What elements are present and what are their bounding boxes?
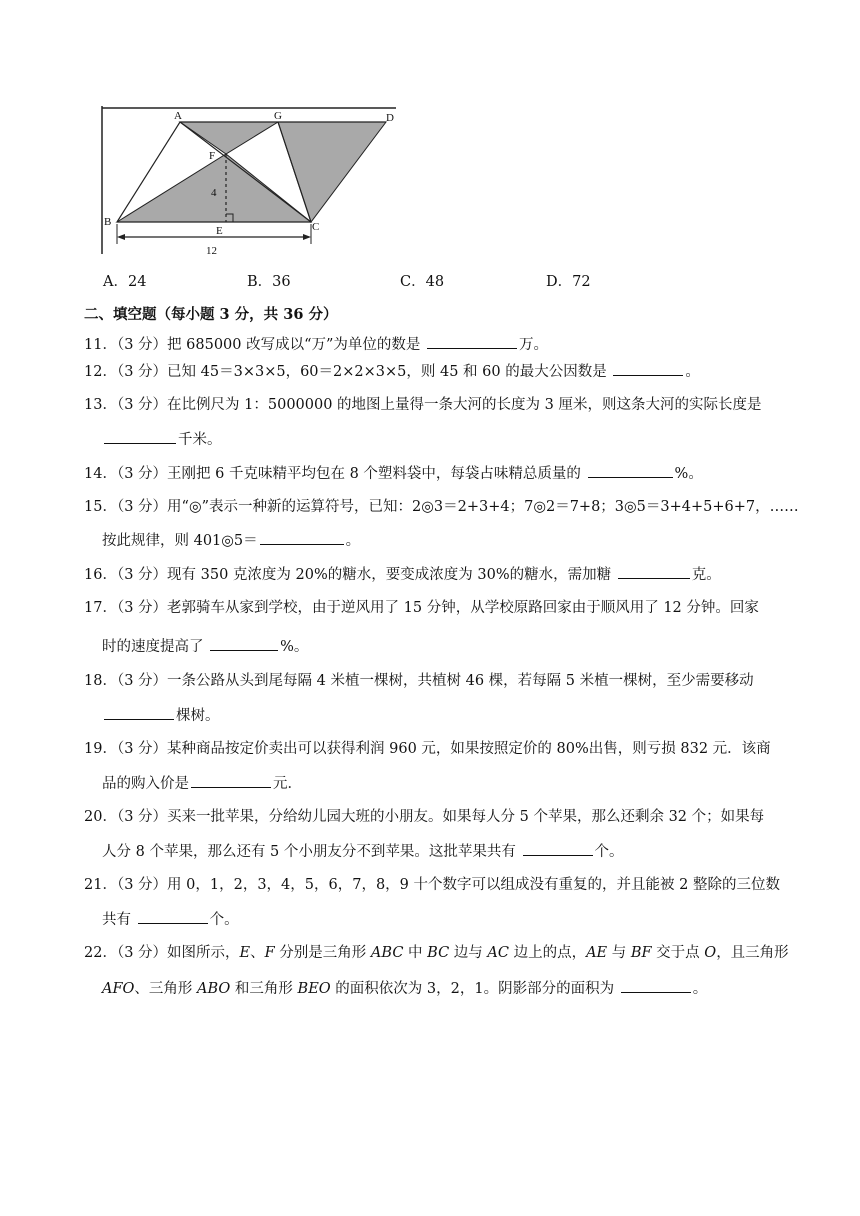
question-number: 19． [84,741,117,757]
math-variable: ABC [370,945,404,961]
shaded-triangle-top [180,122,278,154]
question-text: （3 分）某种商品按定价卖出可以获得利润 960 元，如果按照定价的 80%出售，则亏损 832 元．该商 [116,741,771,757]
label-G: G [274,110,282,122]
question-text: %。 [280,639,309,655]
answer-blank[interactable] [138,909,208,924]
question-text: （3 分）在比例尺为 1：5000000 的地图上量得一条大河的长度为 3 厘米，则这条大河的实际长度是 [116,397,762,413]
question-18-continuation [102,705,220,726]
answer-blank[interactable] [427,334,517,349]
question-number: 15． [84,499,117,515]
question-number: 22． [84,945,117,961]
arrow-right-icon [303,234,311,240]
question-text: 时的速度提高了 [102,639,209,655]
answer-blank[interactable] [104,705,174,720]
question-15 [84,497,799,517]
answer-blank[interactable] [210,636,278,651]
question-text: 品的购入价是 [102,776,189,792]
math-variable: AE [586,945,608,961]
question-22-continuation [102,978,707,999]
question-text: 个。 [209,912,239,928]
question-text: 边与 [449,945,488,961]
question-19-continuation [102,773,302,794]
math-variable: BC [427,945,450,961]
label-D: D [386,112,394,124]
question-13-continuation [102,429,222,450]
question-number: 21． [84,877,117,893]
question-text: （3 分）如图所示， [116,945,240,961]
question-text: 分别是三角形 [274,945,371,961]
answer-blank[interactable] [618,564,690,579]
question-text: （3 分）买来一批苹果，分给幼儿园大班的小朋友。如果每人分 5 个苹果，那么还剩余 32 个；如果每 [116,809,765,825]
math-variable: BEO [297,981,331,997]
question-18 [84,671,754,691]
math-variable: F [264,945,275,961]
question-text: 克。 [691,567,721,583]
question-text: （3 分）把 685000 改写成以“万”为单位的数是 [116,337,426,353]
question-text: （3 分）用“◎”表示一种新的运算符号，已知：2◎3＝2+3+4；7◎2＝7+8；3◎5＝3+4+5+6+7，…… [116,499,799,515]
question-text: 按此规律，则 401◎5＝ [102,533,258,549]
question-number: 12． [84,364,117,380]
question-number: 13． [84,397,117,413]
question-text: 千米。 [178,432,222,448]
question-number: 17． [84,600,117,616]
label-width: 12 [206,245,217,257]
question-text: 的面积依次为 3，2，1。阴影部分的面积为 [330,981,619,997]
question-17 [84,598,759,618]
question-14 [84,463,703,484]
question-text: 边上的点， [508,945,587,961]
option-d: D．72 [546,274,591,290]
question-text: 、 [250,945,265,961]
math-variable: ABO [197,981,231,997]
question-19 [84,739,771,759]
question-21 [84,875,780,895]
geometry-figure [98,104,400,260]
math-variable: AC [487,945,509,961]
question-text: %。 [674,466,703,482]
question-text: ，且三角形 [716,945,789,961]
question-text: 万。 [519,337,549,353]
question-text: （3 分）已知 45＝3×3×5，60＝2×2×3×5，则 45 和 60 的最大公因数是 [116,364,612,380]
question-11 [84,334,548,355]
math-variable: BF [630,945,652,961]
question-text: 棵树。 [176,708,220,724]
question-text: 人分 8 个苹果，那么还有 5 个小朋友分不到苹果。这批苹果共有 [102,844,521,860]
arrow-left-icon [117,234,125,240]
label-height: 4 [211,187,217,199]
answer-blank[interactable] [191,773,271,788]
section-title: 二、填空题（每小题 3 分，共 36 分） [84,306,338,323]
label-C: C [312,221,320,233]
option-c: C．48 [400,274,445,290]
math-variable: AFO [102,981,135,997]
question-text: 。 [685,364,700,380]
question-number: 16． [84,567,117,583]
question-text: 共有 [102,912,136,928]
question-text: 。 [345,533,361,549]
option-b: B．36 [247,274,291,290]
question-text: （3 分）老郭骑车从家到学校，由于逆风用了 15 分钟，从学校原路回家由于顺风用了 12 分钟。回家 [116,600,759,616]
label-A: A [174,110,182,122]
answer-blank[interactable] [621,978,691,993]
question-number: 14． [84,466,117,482]
question-21-continuation [102,909,239,930]
answer-blank[interactable] [260,530,344,545]
answer-blank[interactable] [104,429,176,444]
question-12 [84,361,700,382]
question-text: 交于点 [651,945,705,961]
question-22 [84,943,789,963]
label-F: F [209,150,216,162]
question-number: 20． [84,809,117,825]
question-13 [84,395,762,415]
question-text: 和三角形 [230,981,298,997]
math-variable: E [239,945,251,961]
label-E: E [216,225,223,237]
question-text: （3 分）王刚把 6 千克味精平均包在 8 个塑料袋中，每袋占味精总质量的 [116,466,586,482]
question-15-continuation [102,530,360,551]
answer-blank[interactable] [613,361,683,376]
question-20 [84,807,764,827]
question-text: （3 分）现有 350 克浓度为 20%的糖水，要变成浓度为 30%的糖水，需加糖 [116,567,616,583]
label-B: B [104,216,112,228]
question-text: （3 分）用 0，1，2，3，4，5，6，7，8，9 十个数字可以组成没有重复的，并且能被 2 整除的三位数 [116,877,780,893]
question-16 [84,564,721,585]
question-text: 元． [273,776,302,792]
answer-blank[interactable] [523,841,593,856]
option-a: A．24 [103,274,147,290]
question-text: 中 [403,945,428,961]
question-number: 18． [84,673,117,689]
question-17-continuation [102,636,308,657]
question-text: 。 [692,981,708,997]
math-variable: O [704,945,717,961]
question-20-continuation [102,841,624,862]
question-number: 11． [84,337,117,353]
question-text: 与 [607,945,631,961]
answer-blank[interactable] [588,463,673,478]
question-text: 、三角形 [134,981,198,997]
question-text: 个。 [594,844,624,860]
question-text: （3 分）一条公路从头到尾每隔 4 米植一棵树，共植树 46 棵，若每隔 5 米植一棵树，至少需要移动 [116,673,754,689]
